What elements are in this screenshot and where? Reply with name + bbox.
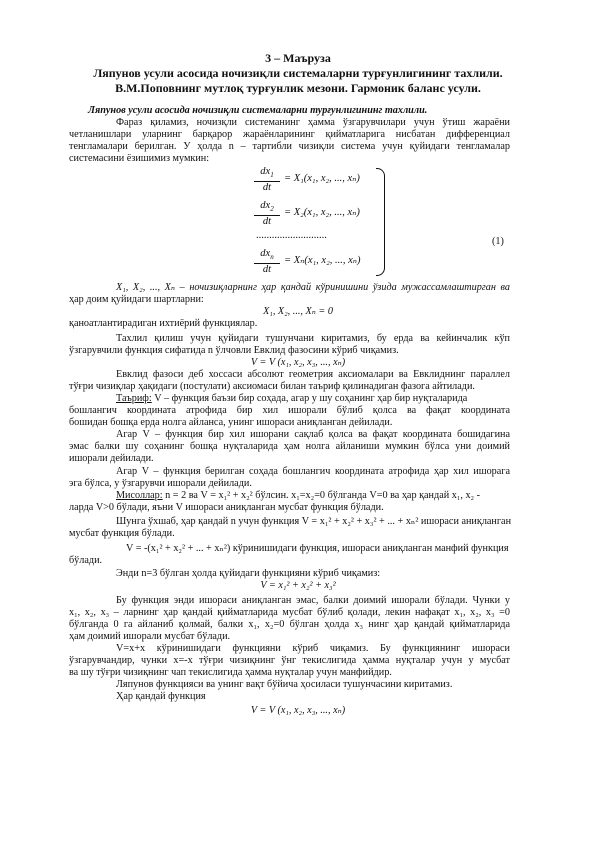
section-title: Ляпунов усули асосида ночизиқли системаларни турғунлигининг тахлили. <box>88 105 428 116</box>
paragraph-line: системасини ёзишимиз мумкин: <box>69 153 210 164</box>
lecture-title-line1: Ляпунов усули асосида ночизиқли системаларни турғунлигининг тахлили. <box>93 66 503 80</box>
paragraph-line: бўлади. <box>69 555 103 566</box>
paragraph-line: ишорали дейилади. <box>69 453 154 464</box>
equation-number: (1) <box>492 236 504 247</box>
formula: V = x₁² + x₂² + x₃² <box>260 580 336 591</box>
paragraph-line: ва шу тўғри чизиқнинг чап текислигида ҳамма нуқталар учун манфийдир. <box>69 667 392 678</box>
lecture-title-line2: В.М.Поповнинг мутлоқ турғунлик мезони. Гармоник баланс усули. <box>115 81 481 95</box>
paragraph-line: тўғри чизиқлар ҳақидаги (постулати) аксиомаси билан таъриф қилинадиган фазога айтилади. <box>69 381 475 392</box>
paragraph-line: Агар V – функция берилган соҳада бошлангич координата атрофида ҳар хил ишорага <box>116 466 510 477</box>
paragraph-line: Шунга ўхшаб, ҳар қандай n учун функция V = x₁² + x₂² + x₃² + ... + xₙ² ишораси аниқланган <box>116 516 512 527</box>
paragraph-line: четланишлари уларнинг барқарор жараёнларининг қийматларига нисбатан дифференциал <box>69 129 510 140</box>
fraction: $\frac{dx_2}{dt}$ <box>254 200 280 228</box>
right-brace <box>376 168 385 276</box>
paragraph-line: бошидан бошқа ерда нолга айланса, унинг ишораси аниқланган дейилади. <box>69 417 393 428</box>
fraction: $\frac{dx_1}{dt}$ <box>254 166 280 194</box>
paragraph-line: тенгламалари берилган. У ҳолда n – тартибли чизиқли система учун қуйидаги тенгламалар <box>69 141 510 152</box>
equation-rhs: = X₁(x₁, x₂, ..., xₙ) <box>284 173 360 184</box>
paragraph-line: ларда V>0 бўлади, яъни V ишораси аниқланган мусбат функция бўлади. <box>69 502 384 513</box>
equation-dots: ........................... <box>256 230 327 241</box>
paragraph-line: эмас балки шу соҳанинг бошқа нуқталарида ҳам нолга айланиши мумкин бўлса уни доимий <box>69 441 510 452</box>
paragraph-line: X₁, X₂, ..., Xₙ – ночизиқларнинг ҳар қандай кўринишини ўзида мужассамлаштирган ва <box>116 282 510 293</box>
paragraph-line: V=x+x кўринишидаги функцияни кўриб чиқамиз. Бу функциянинг ишораси <box>116 643 510 654</box>
paragraph-line: ўзгарувчили функция сифатида n ўлчовли Евклид фазосини кўриб чиқамиз. <box>69 345 399 356</box>
paragraph-line: ўзгарувчандир, чунки x=-x тўғри чизиқнинг ўнг текислигида ҳамма нуқталар учун у мусбат <box>69 655 510 666</box>
paragraph-line: эга бўлса, у ўзгарувчи ишорали дейилади. <box>69 478 252 489</box>
paragraph-line: Агар V – функция бир хил ишорани сақлаб қолса ва фақат координата бошидагина <box>116 429 510 440</box>
equation-rhs: = Xₙ(x₁, x₂, ..., xₙ) <box>284 255 361 266</box>
examples-label: Мисоллар: <box>116 490 163 501</box>
paragraph-line: Ляпунов функцияси ва унинг вақт бўйича ҳосиласи тушунчасини киритамиз. <box>116 679 453 690</box>
fraction: $dx_n$ dt <box>254 248 280 276</box>
paragraph-line: бошлангич координата атрофида бир хил ишорали бўлиб қолса ва фақат координата <box>69 405 510 416</box>
paragraph-line: қаноатлантирадиган ихтиёрий функциялар. <box>69 318 258 329</box>
formula: V = V (x₁, x₂, x₃, ..., xₙ) <box>250 357 346 368</box>
paragraph-line: Фараз қиламиз, ночизқли системанинг ҳамма ўзгарувчилари учун ўтиш жараёни <box>116 117 510 128</box>
paragraph-line: Тахлил қилиш учун қуйидаги тушунчани киритамиз, бу ерда ва кейинчалик кўп <box>116 333 510 344</box>
paragraph-line: x₁, x₂, x₃ – ларнинг ҳар қандай қийматларида мусбат бўлиб қолади, лекин нафақат x₁, x₂, x₃ =0 <box>69 607 510 618</box>
paragraph-line: Бу функция энди ишораси аниқланган эмас, балки доимий ишорали бўлади. Чунки у <box>116 595 510 606</box>
definition-label: Таъриф: <box>116 393 152 404</box>
paragraph-line: ҳам доимий ишорали мусбат бўлади. <box>69 631 231 642</box>
lecture-number: 3 – Маъруза <box>265 51 331 65</box>
paragraph-line: ҳар доим қуйидаги шартларни: <box>69 294 204 305</box>
paragraph-line: Евклид фазоси деб хоссаси абсолют геометрия аксиомалари ва Евклиднинг параллел <box>116 369 510 380</box>
equation-rhs: = X₂(x₁, x₂, ..., xₙ) <box>284 207 360 218</box>
paragraph-line: Таъриф: V – функция баъзи бир соҳада, агар у шу соҳанинг ҳар бир нуқталарида <box>116 393 468 404</box>
paragraph-line: мусбат функция бўлади. <box>69 528 175 539</box>
paragraph-line: V = -(x₁² + x₂² + ... + xₙ²) кўринишидаги функция, ишораси аниқланган манфий функция <box>126 543 509 554</box>
formula: X₁, X₂, ..., Xₙ = 0 <box>263 306 333 317</box>
paragraph-line: Ҳар қандай функция <box>116 691 206 702</box>
paragraph-line: Мисоллар: n = 2 ва V = x₁² + x₂² бўлсин. x₁=x₂=0 бўлганда V=0 ва ҳар қандай x₁, x₂ - <box>116 490 481 501</box>
paragraph-line: бўлганда 0 га айланиб қолмай, балки x₁, x₂=0 бўлган ҳолда x₃ нинг ҳар қандай қийматларида <box>69 619 510 630</box>
formula: V = V (x₁, x₂, x₃, ..., xₙ) <box>250 705 346 716</box>
paragraph-line: Энди n=3 бўлган ҳолда қуйидаги функцияни кўриб чиқамиз: <box>116 568 381 579</box>
